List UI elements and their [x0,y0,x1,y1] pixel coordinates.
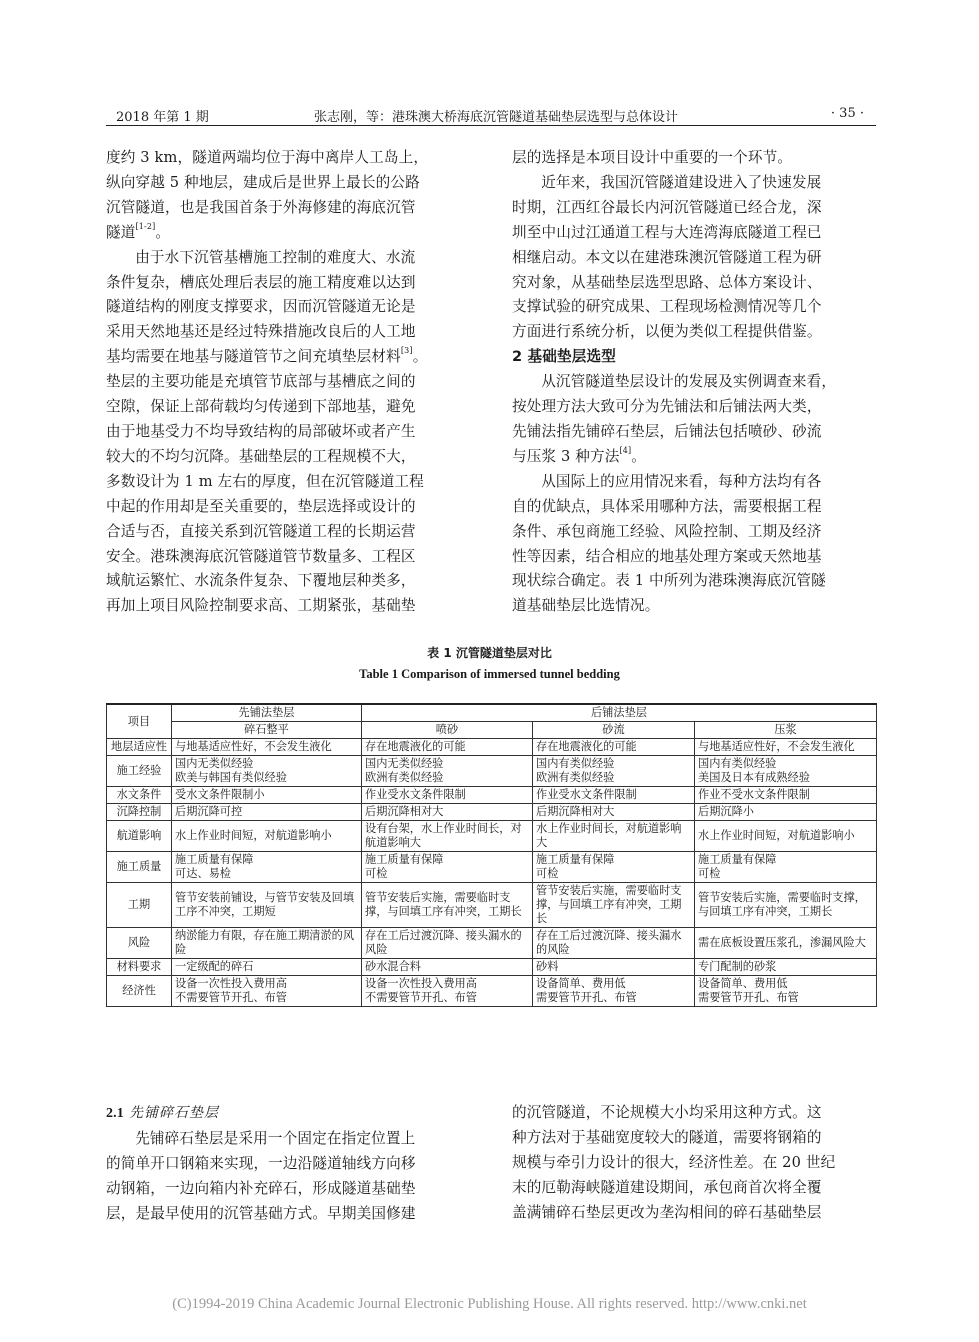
table-header-method: 碎石整平 [172,722,362,739]
section-heading [512,345,878,370]
table-cell: 施工质量有保障 可检 [533,852,695,883]
text-line: 自的优缺点，具体采用哪种方法，需要根据工程 [512,497,822,515]
table-cell: 水上作业时间短，对航道影响小 [695,821,877,852]
table-cell: 存在工后过渡沉降、接头漏水的风险 [533,928,695,959]
text-line: 种方法对于基础宽度较大的隧道，需要将钢箱的 [512,1128,822,1146]
table-row-item: 地层适应性 [107,739,172,756]
table-cell: 设有台架，水上作业时间长，对航道影响大 [362,821,533,852]
table-cell: 与地基适应性好，不会发生液化 [172,739,362,756]
table-cell: 存在地震液化的可能 [362,739,533,756]
left-column-bottom [106,1101,472,1227]
table-cell: 国内无类似经验 欧美与韩国有类似经验 [172,756,362,787]
text-line: 合适与否，直接关系到沉管隧道工程的长期运营 [106,522,416,540]
table-row [107,804,877,821]
text-line: 先铺碎石垫层是采用一个固定在指定位置上 [135,1129,416,1147]
text-line: 从国际上的应用情况来看，每种方法均有各 [541,472,822,490]
right-column-bottom [512,1101,878,1226]
table-cell: 设备简单、费用低 需要管节开孔、布管 [533,976,695,1007]
table-cell: 水上作业时间长，对航道影响大 [533,821,695,852]
text-line: 究对象，从基础垫层选型思路、总体方案设计、 [512,273,822,291]
text-line: 性等因素，结合相应的地基处理方案或天然地基 [512,547,822,565]
subsection-number: 2.1 [106,1106,124,1121]
text-line: 近年来，我国沉管隧道建设进入了快速发展 [541,173,822,191]
table-cell: 存在工后过渡沉降、接头漏水的风险 [362,928,533,959]
text-line: 方面进行系统分析，以便为类似工程提供借鉴。 [512,323,822,341]
text-line: 域航运繁忙、水流条件复杂、下覆地层种类多， [106,572,416,590]
text-line: 由于地基受力不均导致结构的局部破坏或者产生 [106,422,416,440]
text-fragment: 与压浆 3 种方法 [512,447,620,465]
text-line: 现状综合确定。表 1 中所列为港珠澳海底沉管隧 [512,572,826,590]
citation-ref: [4] [619,445,632,455]
copyright-footer: (C)1994-2019 China Academic Journal Electronic Publishing House. All rights reserved. http://www.cnki.net [172,1296,807,1312]
text-line: 时期，江西红谷最长内河沉管隧道已经合龙，深 [512,198,822,216]
table-cell: 砂料 [533,959,695,976]
table-cell: 砂水混合料 [362,959,533,976]
table-header-method: 砂流 [533,722,695,739]
table-row-item: 航道影响 [107,821,172,852]
table-cell: 作业受水文条件限制 [362,787,533,804]
text-line: 较大的不均匀沉降。基础垫层的工程规模不大， [106,447,416,465]
table-cell: 施工质量有保障 可检 [695,852,877,883]
text-line: 从沉管隧道垫层设计的发展及实例调查来看， [541,373,837,391]
table-cell: 受水文条件限制小 [172,787,362,804]
paragraph [512,171,878,345]
table-cell: 设备简单、费用低 需要管节开孔、布管 [695,976,877,1007]
table-header-row [107,704,877,722]
table-cell: 国内无类似经验 欧洲有类似经验 [362,756,533,787]
table-cell: 管节安装后实施，需要临时支撑，与回填工序有冲突，工期长 [362,883,533,928]
table-cell: 一定级配的碎石 [172,959,362,976]
table-cell: 后期沉降相对大 [362,804,533,821]
table-cell: 存在地震液化的可能 [533,739,695,756]
table-row [107,883,877,928]
text-line: 规模与牵引力设计的很大，经济性差。在 20 世纪 [512,1153,836,1171]
table-cell: 设备一次性投入费用高 不需要管节开孔、布管 [172,976,362,1007]
subsection-heading [106,1101,472,1127]
table-row-item: 沉降控制 [107,804,172,821]
text-line: 道基础垫层比选情况。 [512,597,660,615]
text-line: 末的厄勒海峡隧道建设期间，承包商首次将全覆 [512,1178,822,1196]
table-cell: 管节安装后实施，需要临时支撑，与回填工序有冲突，工期长 [533,883,695,928]
text-line: 条件、承包商施工经验、风险控制、工期及经济 [512,522,822,540]
text-fragment: 。 [631,447,647,465]
table-cell: 需在底板设置压浆孔，渗漏风险大 [695,928,877,959]
table-cell: 作业受水文条件限制 [533,787,695,804]
text-line: 盖满铺碎石垫层更改为垄沟相间的碎石基础垫层 [512,1203,822,1221]
table-row [107,852,877,883]
text-line: 隧道结构的刚度支撑要求，因而沉管隧道无论是 [106,298,416,316]
citation-ref: [3] [400,346,413,356]
paragraph [512,1101,878,1226]
table-row-item: 风险 [107,928,172,959]
text-line: 沉管隧道，也是我国首条于外海修建的海底沉管 [106,198,416,216]
paragraph [106,246,472,620]
table-row-item: 施工质量 [107,852,172,883]
table-row-item: 水文条件 [107,787,172,804]
text-fragment: 基均需要在地基与隧道管节之间充填垫层材料 [106,348,401,366]
table-row [107,928,877,959]
table-header-group-post: 后铺法垫层 [362,704,877,722]
subsection-title: 先铺碎石垫层 [128,1105,219,1121]
text-line: 相继启动。本文以在建港珠澳沉管隧道工程为研 [512,248,822,266]
text-line: 安全。港珠澳海底沉管隧道管节数量多、工程区 [106,547,416,565]
text-line: 的简单开口钢箱来实现，一边沿隧道轴线方向移 [106,1154,416,1172]
citation-ref: [1-2] [135,221,156,231]
text-line: 按处理方法大致可分为先铺法和后铺法两大类， [512,398,822,416]
table-cell: 施工质量有保障 可检 [362,852,533,883]
table-cell: 国内有类似经验 美国及日本有成熟经验 [695,756,877,787]
table-header-method: 压浆 [695,722,877,739]
table-cell: 纳淤能力有限，存在施工期清淤的风险 [172,928,362,959]
text-line: 再加上项目风险控制要求高、工期紧张，基础垫 [106,597,416,615]
table-header-item: 项目 [107,704,172,739]
table-row [107,756,877,787]
running-header [106,104,876,126]
text-line: 空隙，保证上部荷载均匀传递到下部地基，避免 [106,398,416,416]
section-heading-text: 2 基础垫层选型 [512,348,616,366]
paragraph [512,146,878,171]
table-cell: 设备一次性投入费用高 不需要管节开孔、布管 [362,976,533,1007]
table-row [107,959,877,976]
text-line [106,221,472,246]
text-line: 垫层的主要功能是充填管节底部与基槽底之间的 [106,373,416,391]
text-fragment: 。 [155,223,171,241]
table-cell: 后期沉降可控 [172,804,362,821]
text-line: 先铺法指先铺碎石垫层，后铺法包括喷砂、砂流 [512,422,822,440]
text-fragment: 隧道 [106,223,136,241]
table-row-item: 工期 [107,883,172,928]
text-line: 采用天然地基还是经过特殊措施改良后的人工地 [106,323,416,341]
table-cell: 管节安装后实施，需要临时支撑，与回填工序有冲突，工期长 [695,883,877,928]
text-line: 多数设计为 1 m 左右的厚度，但在沉管隧道工程 [106,472,424,490]
table-cell: 后期沉降相对大 [533,804,695,821]
paragraph [512,470,878,619]
text-line: 层的选择是本项目设计中重要的一个环节。 [512,149,793,166]
journal-issue: 2018 年第 1 期 [116,110,209,125]
table-cell: 管节安装前铺设，与管节安装及回填工序不冲突，工期短 [172,883,362,928]
text-line: 纵向穿越 5 种地层，建成后是世界上最长的公路 [106,173,420,191]
table-row-item: 施工经验 [107,756,172,787]
table-row-item: 材料要求 [107,959,172,976]
text-line: 支撑试验的研究成果、工程现场检测情况等几个 [512,298,822,316]
table-row [107,976,877,1007]
table-caption-en: Table 1 Comparison of immersed tunnel bedding [359,667,620,681]
text-line: 由于水下沉管基槽施工控制的难度大、水流 [135,248,416,266]
page-number: · 35 · [830,106,864,121]
paragraph [106,1127,472,1227]
text-line: 中起的作用却是至关重要的，垫层选择或设计的 [106,497,416,515]
text-line: 圳至中山过江通道工程与大连湾海底隧道工程已 [512,223,822,241]
table-cell: 国内有类似经验 欧洲有类似经验 [533,756,695,787]
table-cell: 与地基适应性好，不会发生液化 [695,739,877,756]
right-column-top [512,146,878,619]
table-row [107,739,877,756]
text-line: 层，是最早使用的沉管基础方式。早期美国修建 [106,1204,416,1222]
table-cell: 施工质量有保障 可达、易检 [172,852,362,883]
text-line: 度约 3 km，隧道两端均位于海中离岸人工岛上， [106,149,429,166]
table-row [107,787,877,804]
table-caption-cn: 表 1 沉管隧道垫层对比 [427,646,552,660]
table-cell: 作业不受水文条件限制 [695,787,877,804]
text-line [106,345,472,370]
left-column-top [106,146,472,619]
running-title: 张志刚，等：港珠澳大桥海底沉管隧道基础垫层选型与总体设计 [314,110,679,125]
text-line: 条件复杂，槽底处理后表层的施工精度难以达到 [106,273,416,291]
text-fragment: 。 [412,348,428,366]
table-row [107,821,877,852]
table-cell: 专门配制的砂浆 [695,959,877,976]
text-line [512,445,878,470]
text-line: 动钢箱，一边向箱内补充碎石，形成隧道基础垫 [106,1179,416,1197]
table-cell: 后期沉降小 [695,804,877,821]
table-cell: 水上作业时间短，对航道影响小 [172,821,362,852]
comparison-table [106,703,877,1007]
table-header-row [107,722,877,739]
table-row-item: 经济性 [107,976,172,1007]
paragraph [106,146,472,246]
text-line: 的沉管隧道，不论规模大小均采用这种方式。这 [512,1104,822,1121]
table-header-group-pre: 先铺法垫层 [172,704,362,722]
table-header-method: 喷砂 [362,722,533,739]
paragraph [512,370,878,470]
